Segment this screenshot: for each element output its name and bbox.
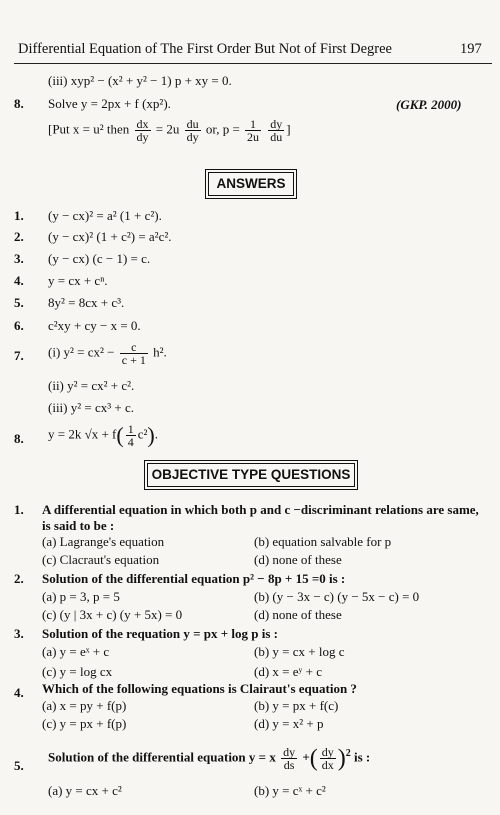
question-1-number: 1. <box>14 502 24 517</box>
hint-eq: = 2u <box>155 121 180 137</box>
question-4-option-a: (a) x = py + f(p) <box>42 698 127 713</box>
question-3-option-c: (c) y = log cx <box>42 664 113 679</box>
answer-8-number: 8. <box>14 431 24 446</box>
answer-6-text: c²xy + cy − x = 0. <box>48 318 141 333</box>
question-4-option-c: (c) y = px + f(p) <box>42 716 127 731</box>
question-5-stem: Solution of the differential equation y = x $\frac{dy}{ds}$ +( $\frac{dy}{dx}$ )$^2$ is : <box>48 745 371 772</box>
question-1-stem-cont: is said to be : <box>42 518 115 533</box>
hint-end: ] <box>286 121 291 137</box>
hint-fraction-1-2u: $\frac{1}{2u}$ <box>247 117 260 144</box>
hint-fraction-du-dy: $\frac{du}{dy}$ <box>186 117 199 144</box>
hint-fraction-dy-du: $\frac{dy}{du}$ <box>270 117 283 144</box>
answer-7-fraction: $\frac{c}{c + 1}$ <box>121 340 146 367</box>
question-4-option-b: (b) y = px + f(c) <box>254 698 339 713</box>
answer-4-text: y = cx + cⁿ. <box>48 273 108 288</box>
question-3-number: 3. <box>14 626 24 641</box>
question-2-option-d: (d) none of these <box>254 607 342 622</box>
answer-2-number: 2. <box>14 229 24 244</box>
hint-or: or, p = <box>205 121 240 137</box>
answer-1-number: 1. <box>14 208 24 223</box>
q5-paren-open: ( <box>309 745 318 772</box>
exercise-8-hint <box>48 118 291 143</box>
header-rule <box>14 63 492 64</box>
paren-open: ( <box>116 422 124 448</box>
answer-3-text: (y − cx) (c − 1) = c. <box>48 251 151 266</box>
objective-heading: OBJECTIVE TYPE QUESTIONS <box>147 463 355 487</box>
answer-1-text: (y − cx)² = a² (1 + c²). <box>48 208 162 223</box>
answer-5-number: 5. <box>14 295 24 310</box>
exercise-8-number: 8. <box>14 96 24 111</box>
answers-heading: ANSWERS <box>208 172 294 196</box>
answer-7-i: (i) y² = cx² − $\frac{c}{c + 1}$ h². <box>48 340 167 367</box>
question-3-option-a: (a) y = eˣ + c <box>42 644 110 659</box>
question-1-option-a: (a) Lagrange's equation <box>42 534 165 549</box>
question-2-option-c: (c) (y | 3x + c) (y + 5x) = 0 <box>42 607 183 622</box>
q5-paren-close: ) <box>337 745 346 772</box>
question-2-option-b: (b) (y − 3x − c) (y − 5x − c) = 0 <box>254 589 420 604</box>
exercise-8-text: Solve y = 2px + f (xp²). <box>48 96 171 111</box>
exercise-8-source: (GKP. 2000) <box>396 97 462 112</box>
question-5-number: 5. <box>14 758 24 773</box>
question-3-stem: Solution of the requation y = px + log p is : <box>42 626 278 641</box>
question-5-fraction-dy-ds: $\frac{dy}{ds}$ <box>283 745 296 772</box>
question-5-option-b: (b) y = cˣ + c² <box>254 783 326 798</box>
question-1-option-d: (d) none of these <box>254 552 342 567</box>
question-3-option-b: (b) y = cx + log c <box>254 644 345 659</box>
answer-7-iii: (iii) y² = cx³ + c. <box>48 400 134 415</box>
answer-3-number: 3. <box>14 251 24 266</box>
question-1-stem: A differential equation in which both p and c −discriminant relations are same, <box>42 502 479 517</box>
question-5-fraction-dy-dx: $\frac{dy}{dx}$ <box>321 745 334 772</box>
answer-5-text: 8y² = 8cx + c³. <box>48 295 125 310</box>
page-number: 197 <box>460 41 482 57</box>
question-1-option-c: (c) Clacraut's equation <box>42 552 160 567</box>
question-4-option-d: (d) y = x² + p <box>254 716 324 731</box>
hint-put: [Put x = u² then <box>48 121 130 137</box>
question-2-stem: Solution of the differential equation p² − 8p + 15 =0 is : <box>42 571 346 586</box>
question-5-option-a: (a) y = cx + c² <box>48 783 122 798</box>
answer-4-number: 4. <box>14 273 24 288</box>
hint-fraction-dx-dy: $\frac{dx}{dy}$ <box>136 117 149 144</box>
answer-8-fraction: $\frac{1}{4}$ <box>127 422 134 449</box>
question-4-stem: Which of the following equations is Clairaut's equation ? <box>42 681 357 696</box>
exercise-line-iii: (iii) xyp² − (x² + y² − 1) p + xy = 0. <box>48 73 232 88</box>
question-4-number: 4. <box>14 685 24 700</box>
question-1-option-b: (b) equation salvable for p <box>254 534 392 549</box>
answer-6-number: 6. <box>14 318 24 333</box>
answer-7-number: 7. <box>14 348 24 363</box>
answer-7-ii: (ii) y² = cx² + c². <box>48 378 135 393</box>
answer-8-text: y = 2k √x + f( $\frac{1}{4}$ c²). <box>48 422 158 449</box>
running-header-title: Differential Equation of The First Order But Not of First Degree <box>18 41 392 57</box>
question-2-number: 2. <box>14 571 24 586</box>
answer-2-text: (y − cx)² (1 + c²) = a²c². <box>48 229 172 244</box>
question-2-option-a: (a) p = 3, p = 5 <box>42 589 120 604</box>
paren-close: ) <box>147 422 155 448</box>
question-3-option-d: (d) x = eʸ + c <box>254 664 322 679</box>
